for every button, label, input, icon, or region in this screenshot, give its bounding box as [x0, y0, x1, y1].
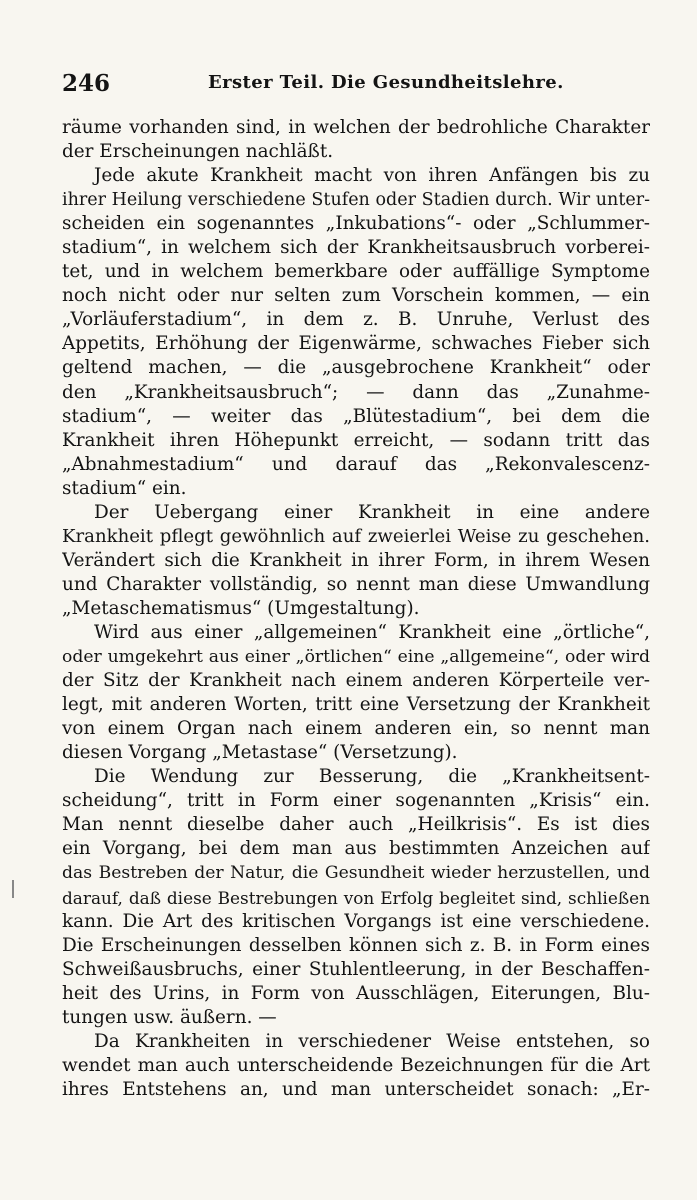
text-line: tungen usw. äußern. —	[62, 1006, 277, 1028]
body-text	[62, 116, 650, 1102]
text-line: heit des Urins, in Form von Ausschlägen, Eiterungen, Blu-	[62, 982, 650, 1004]
text-line: stadium“, — weiter das „Blütestadium“, bei dem die	[62, 405, 650, 427]
text-line: tet, und in welchem bemerkbare oder auffällige Symptome	[62, 261, 650, 283]
margin-mark	[12, 880, 14, 898]
text-line: Die Erscheinungen desselben können sich z. B. in Form eines	[62, 934, 650, 956]
text-line: der Sitz der Krankheit nach einem anderen Körperteile ver-	[62, 670, 650, 692]
text-line: darauf, daß diese Bestrebungen von Erfolg begleitet sind, schließen	[62, 887, 650, 908]
text-line: ihrer Heilung verschiedene Stufen oder Stadien durch. Wir unter-	[62, 190, 650, 211]
text-line: Krankheit ihren Höhepunkt erreicht, — sodann tritt das	[62, 429, 650, 451]
text-line: ihres Entstehens an, und man unterscheidet sonach: „Er-	[62, 1078, 650, 1100]
text-line: wendet man auch unterscheidende Bezeichnungen für die Art	[62, 1054, 650, 1076]
text-line: noch nicht oder nur selten zum Vorschein kommen, — ein	[62, 285, 650, 307]
running-head: Erster Teil. Die Gesundheitslehre.	[208, 72, 564, 93]
text-line: räume vorhanden sind, in welchen der bedrohliche Charakter	[62, 117, 650, 138]
text-line: Appetits, Erhöhung der Eigenwärme, schwaches Fieber sich	[62, 333, 650, 355]
text-line: stadium“ ein.	[62, 477, 187, 499]
text-line: Der Uebergang einer Krankheit in eine andere	[94, 501, 650, 523]
text-line: Krankheit pflegt gewöhnlich auf zweierlei Weise zu geschehen.	[62, 525, 650, 547]
page-header	[62, 62, 652, 102]
text-line: scheiden ein sogenanntes „Inkubations“- oder „Schlummer-	[62, 213, 650, 235]
text-line: geltend machen, — die „ausgebrochene Krankheit“ oder	[62, 357, 650, 379]
page-number: 246	[62, 70, 111, 97]
text-line: Wird aus einer „allgemeinen“ Krankheit eine „örtliche“,	[94, 621, 650, 643]
text-line: Schweißausbruchs, einer Stuhlentleerung, in der Beschaffen-	[62, 958, 650, 980]
text-line: „Abnahmestadium“ und darauf das „Rekonvalescenz-	[62, 453, 650, 475]
text-line: das Bestreben der Natur, die Gesundheit wieder herzustellen, und	[62, 863, 650, 884]
text-line: „Vorläuferstadium“, in dem z. B. Unruhe, Verlust des	[62, 309, 650, 331]
text-line: der Erscheinungen nachläßt.	[62, 141, 334, 163]
text-line: von einem Organ nach einem anderen ein, so nennt man	[62, 718, 650, 740]
text-line: den „Krankheitsausbruch“; — dann das „Zunahme-	[62, 381, 650, 403]
text-line: diesen Vorgang „Metastase“ (Versetzung).	[62, 742, 458, 764]
text-line: Da Krankheiten in verschiedener Weise entstehen, so	[94, 1030, 650, 1052]
text-line: Die Wendung zur Besserung, die „Krankheitsent-	[94, 766, 650, 788]
text-line: scheidung“, tritt in Form einer sogenannten „Krisis“ ein.	[62, 790, 650, 812]
text-line: Jede akute Krankheit macht von ihren Anfängen bis zu	[94, 165, 650, 187]
text-line: legt, mit anderen Worten, tritt eine Versetzung der Krankheit	[62, 694, 650, 716]
text-line: Man nennt dieselbe daher auch „Heilkrisis“. Es ist dies	[62, 814, 650, 836]
text-line: stadium“, in welchem sich der Krankheitsausbruch vorberei-	[62, 237, 650, 259]
text-line: Verändert sich die Krankheit in ihrer Form, in ihrem Wesen	[62, 549, 650, 571]
text-line: oder umgekehrt aus einer „örtlichen“ eine „allgemeine“, oder wird	[62, 647, 650, 668]
text-line: kann. Die Art des kritischen Vorgangs ist eine verschiedene.	[62, 910, 650, 932]
text-line: „Metaschematismus“ (Umgestaltung).	[62, 597, 420, 619]
text-line: ein Vorgang, bei dem man aus bestimmten Anzeichen auf	[62, 838, 650, 860]
text-line: und Charakter vollständig, so nennt man diese Umwandlung	[62, 573, 650, 595]
